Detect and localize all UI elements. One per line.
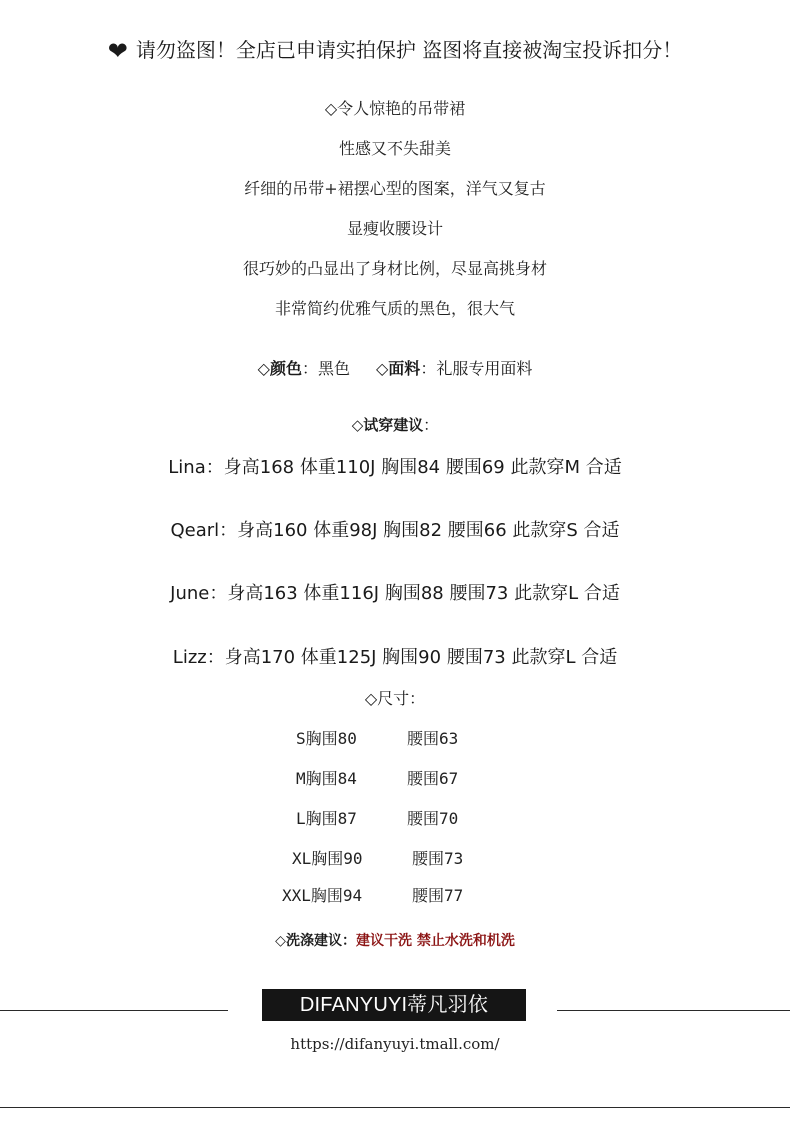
washing-advice xyxy=(0,930,790,950)
washing-label: ◇洗涤建议： xyxy=(275,933,356,949)
washing-text: 建议干洗 禁止水洗和机洗 xyxy=(355,933,515,949)
size-row xyxy=(292,846,464,869)
size-heading: ◇尺寸： xyxy=(364,689,426,708)
size-bust: L胸围87 xyxy=(296,809,357,828)
size-row xyxy=(296,766,459,789)
description-line: 纤细的吊带+裙摆心型的图案，洋气又复古 xyxy=(244,179,546,198)
size-waist: 腰围67 xyxy=(407,769,459,788)
size-waist: 腰围63 xyxy=(407,729,459,748)
description-line: 非常简约优雅气质的黑色，很大气 xyxy=(274,299,515,318)
divider-left xyxy=(0,1010,228,1011)
model-fit-line: June：身高163 体重116J 胸围88 腰围73 此款穿L 合适 xyxy=(170,583,620,604)
size-bust: M胸围84 xyxy=(296,769,357,788)
description-line: ◇令人惊艳的吊带裙 xyxy=(324,99,466,118)
size-row xyxy=(296,726,459,749)
size-waist: 腰围77 xyxy=(412,886,464,905)
description-line: 显瘦收腰设计 xyxy=(346,219,443,238)
fabric-label: ◇面料 xyxy=(376,359,421,378)
heart-icon: ❤ xyxy=(107,37,128,65)
description-line: 性感又不失甜美 xyxy=(338,139,451,158)
model-fit-line: Lina：身高168 体重110J 胸围84 腰围69 此款穿M 合适 xyxy=(168,457,622,478)
description-line: 很巧妙的凸显出了身材比例，尽显高挑身材 xyxy=(242,259,547,278)
attributes-row xyxy=(0,356,790,379)
bottom-divider xyxy=(0,1107,790,1108)
brand-banner: DIFANYUYI蒂凡羽依 xyxy=(262,989,526,1021)
fit-advice-heading xyxy=(0,414,790,435)
fabric-value: ：礼服专用面料 xyxy=(420,359,533,378)
size-bust: XXL胸围94 xyxy=(282,886,363,905)
divider-right xyxy=(557,1010,790,1011)
fit-advice-colon: ： xyxy=(423,416,439,434)
size-bust: XL胸围90 xyxy=(292,849,363,868)
copyright-warning xyxy=(0,34,790,65)
model-fit-line: Qearl：身高160 体重98J 胸围82 腰围66 此款穿S 合适 xyxy=(170,520,620,541)
size-bust: S胸围80 xyxy=(296,729,357,748)
size-row xyxy=(296,806,459,829)
warning-text: 请勿盗图！全店已申请实拍保护 盗图将直接被淘宝投诉扣分！ xyxy=(135,38,683,62)
color-value: ：黑色 xyxy=(301,359,350,378)
size-waist: 腰围70 xyxy=(407,809,459,828)
size-waist: 腰围73 xyxy=(412,849,464,868)
size-row xyxy=(282,883,464,906)
fit-advice-title: ◇试穿建议 xyxy=(351,416,424,434)
color-label: ◇颜色 xyxy=(257,359,302,378)
store-url[interactable]: https://difanyuyi.tmall.com/ xyxy=(290,1035,500,1053)
model-fit-line: Lizz：身高170 体重125J 胸围90 腰围73 此款穿L 合适 xyxy=(172,647,618,668)
